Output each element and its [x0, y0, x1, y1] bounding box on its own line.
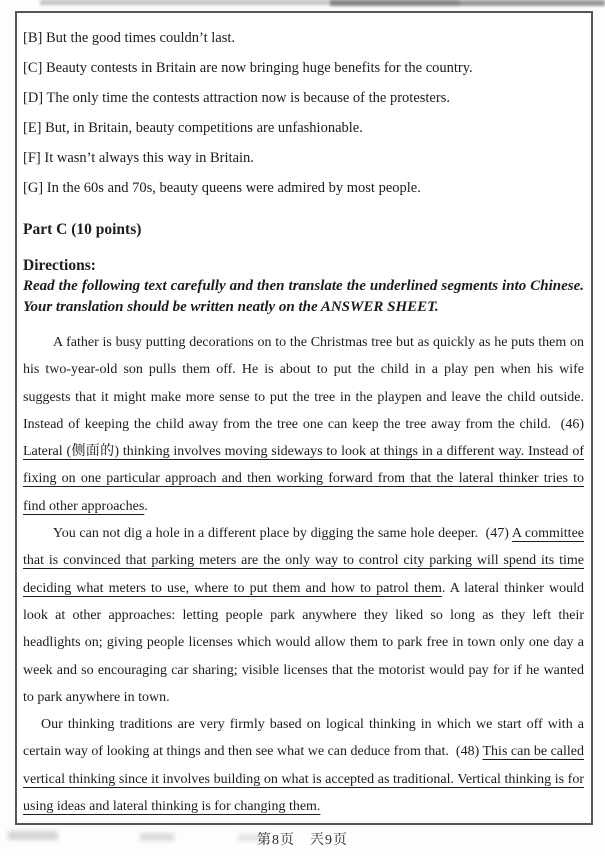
text-segment: You can not dig a hole in a different place by digging the same hole deeper. (47) — [53, 526, 512, 542]
option-item — [23, 143, 584, 173]
option-label: [C] — [23, 60, 43, 76]
option-item — [23, 173, 584, 203]
page-content — [23, 23, 584, 820]
option-label: [D] — [23, 90, 44, 106]
option-item — [23, 83, 584, 113]
option-text: In the 60s and 70s, beauty queens were admired by most people. — [43, 180, 421, 196]
option-item — [23, 113, 584, 143]
passage-paragraph-2 — [23, 520, 584, 711]
option-item — [23, 53, 584, 83]
part-c-heading: Part C (10 points) — [23, 221, 142, 238]
option-label: [B] — [23, 30, 43, 46]
passage-paragraph-1 — [23, 329, 584, 520]
scan-artifact-top — [330, 0, 605, 6]
option-text: But the good times couldn’t last. — [42, 30, 235, 46]
text-segment: A father is busy putting decorations on to the Christmas tree but as quickly as he puts them on his two-year-old son pulls them off. He is about to put the child in a play pen when his wife suggests that it might make more sense to put the tree in the playpen and leave the child outside. Instead of keeping the child away from the tree one can keep the tree away from the child. (46) — [23, 335, 584, 432]
text-segment: . A lateral thinker would look at other approaches: letting people park anywhere they liked so long as they left their headlights on; giving people licenses which would allow them to park free in town only one day a week and so encouraging car sharing; visible licenses that the motorist would pay for if he wanted to park anywhere in town. — [23, 580, 584, 705]
option-text: The only time the contests attraction now is because of the protesters. — [43, 90, 450, 106]
option-label: [F] — [23, 150, 41, 166]
underlined-segment: Lateral (侧面的) thinking involves moving sideways to look at things in a different way. Instead of fixing on one particular approach and then working forward from that the lateral thinker tries to find other approaches — [23, 444, 584, 514]
option-item — [23, 23, 584, 53]
translation-passage — [23, 329, 584, 820]
option-text: Beauty contests in Britain are now bringing huge benefits for the country. — [42, 60, 473, 76]
option-label: [G] — [23, 180, 44, 196]
answer-options-list — [23, 23, 584, 203]
footer-page-number: 第8页 兲9页 — [257, 833, 348, 848]
passage-paragraph-3 — [23, 711, 584, 820]
directions-text: Read the following text carefully and then translate the underlined segments into Chinese. Your translation should be written neatly on the ANSWER SHEET. — [23, 278, 584, 315]
text-segment: . — [144, 498, 148, 514]
scan-artifact-top — [40, 0, 460, 5]
directions-label: Directions: — [23, 257, 96, 274]
option-text: It wasn’t always this way in Britain. — [40, 150, 254, 166]
underlined-segment: This can be called vertical thinking since it involves building on what is accepted as traditional. Vertical thinking is for using ideas and lateral thinking is for changing them. — [23, 744, 584, 815]
underlined-segment: A committee that is convinced that parking meters are the only way to control city parking will spend its time deciding what meters to use, where to put them and how to patrol them — [23, 526, 584, 596]
option-label: [E] — [23, 120, 42, 136]
page-frame — [15, 11, 593, 825]
option-text: But, in Britain, beauty competitions are unfashionable. — [41, 120, 363, 136]
text-segment: Our thinking traditions are very firmly based on logical thinking in which we start off with a certain way of looking at things and then see what we can deduce from that. (48) — [23, 717, 584, 760]
